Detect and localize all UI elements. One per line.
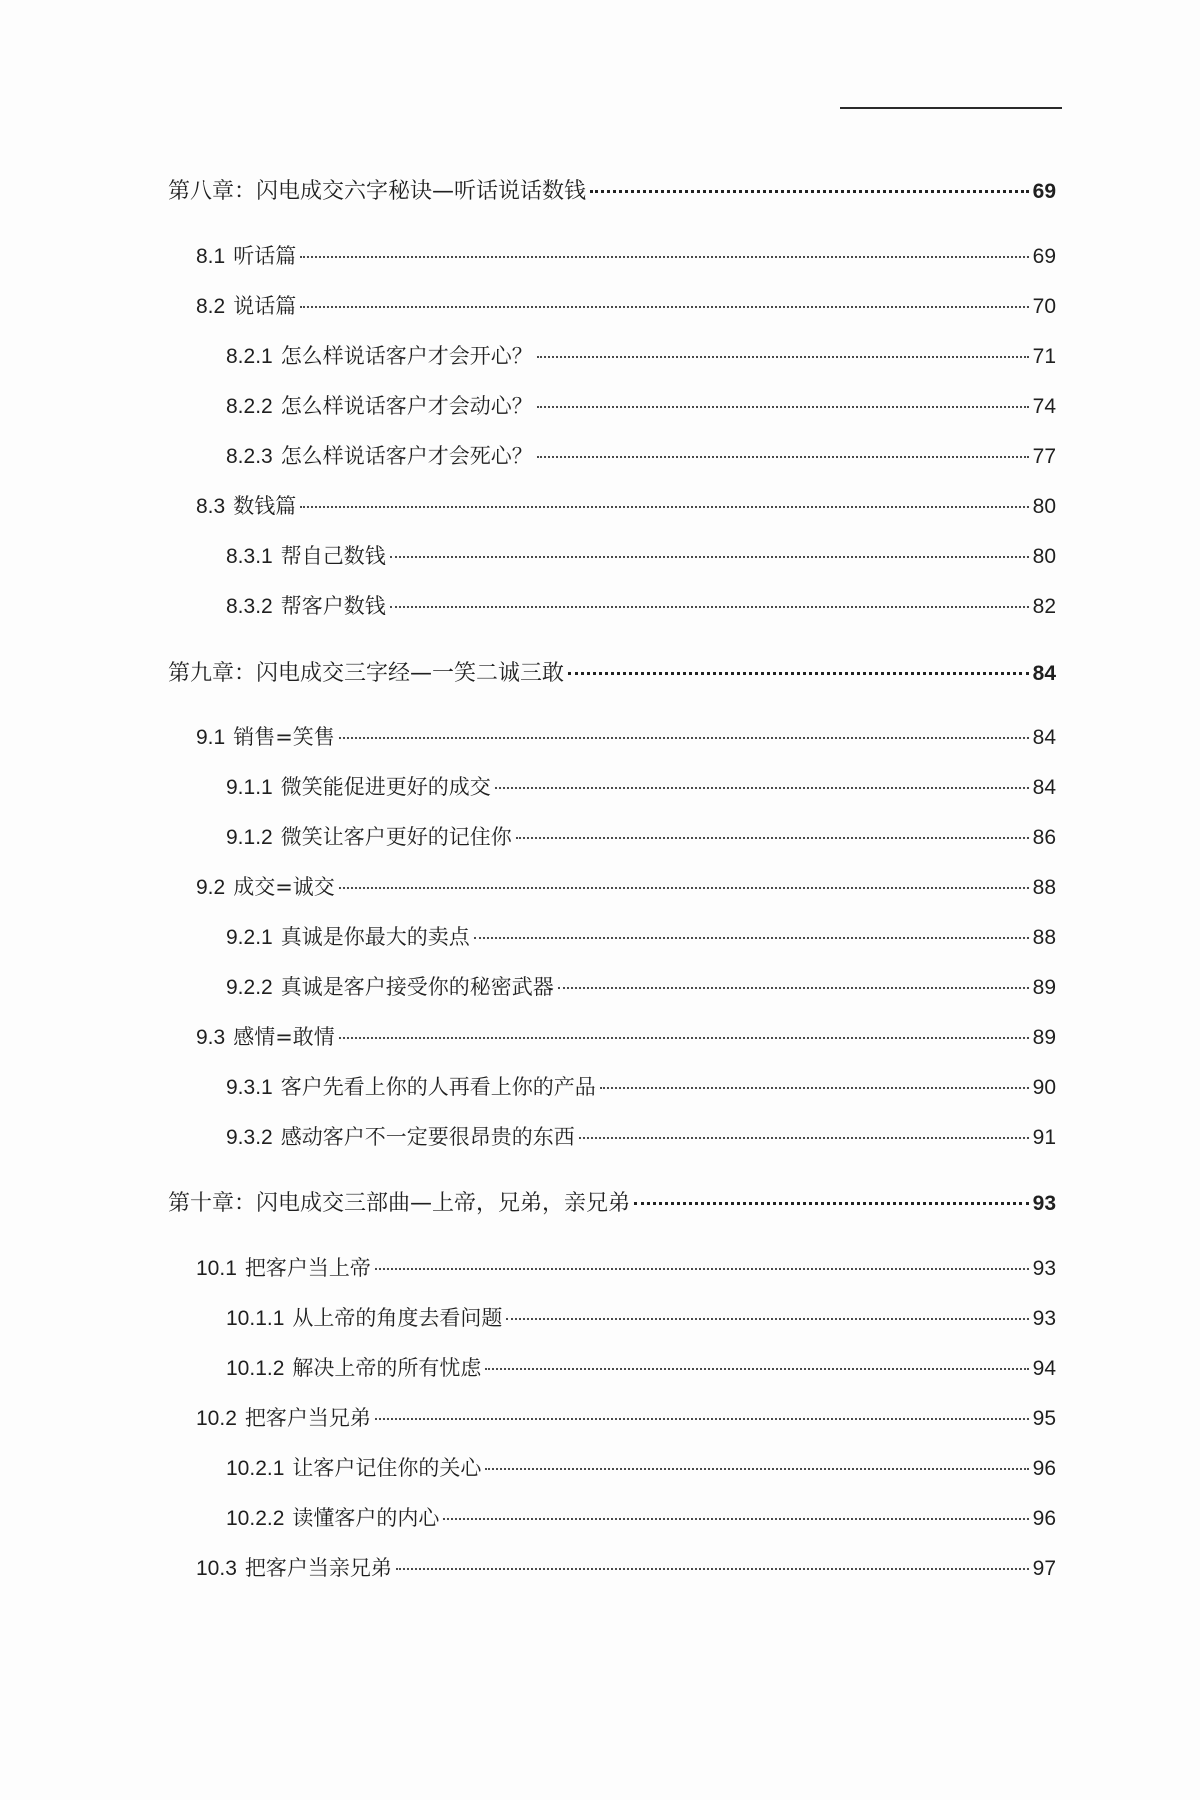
toc-section-9-3[interactable]: [196, 1021, 1056, 1055]
toc-entry-number: 9.1.1: [226, 776, 273, 799]
toc-subsection-10-2-2[interactable]: [226, 1502, 1056, 1536]
toc-entry-number: 9.2: [196, 876, 226, 899]
toc-entry-title: 从上帝的角度去看问题: [292, 1306, 503, 1330]
toc-page-number: 88: [1032, 926, 1056, 949]
toc-page-number: 93: [1032, 1307, 1056, 1330]
toc-entry-title: 第十章：闪电成交三部曲—上帝，兄弟，亲兄弟: [168, 1191, 631, 1216]
toc-entry-number: 8.2.1: [226, 345, 273, 368]
toc-entry-title: 怎么样说话客户才会开心？: [280, 344, 533, 368]
toc-entry-title: 怎么样说话客户才会死心？: [280, 444, 533, 468]
toc-section-8-1[interactable]: [196, 240, 1056, 274]
toc-entry-title: 数钱篇: [233, 494, 297, 518]
toc-dot-leader: [339, 737, 1029, 739]
toc-dot-leader: [396, 1568, 1029, 1570]
toc-subsection-8-3-1[interactable]: [226, 540, 1056, 574]
toc-chapter-10[interactable]: [168, 1186, 1056, 1220]
toc-entry-title: 成交=诚交: [233, 875, 335, 899]
toc-subsection-8-3-2[interactable]: [226, 590, 1056, 624]
toc-entry-title: 把客户当上帝: [244, 1256, 371, 1280]
toc-entry-number: 8.3.1: [226, 545, 273, 568]
toc-subsection-9-3-2[interactable]: [226, 1121, 1056, 1155]
toc-dot-leader: [300, 306, 1028, 308]
toc-entry-number: 8.2: [196, 295, 226, 318]
toc-dot-leader: [558, 987, 1029, 989]
toc-page-number: 82: [1032, 595, 1056, 618]
toc-entry-number: 10.1: [196, 1257, 237, 1280]
toc-entry-title: 第八章：闪电成交六字秘诀—听话说话数钱: [168, 179, 587, 204]
toc-subsection-9-2-2[interactable]: [226, 971, 1056, 1005]
toc-entry-number: 10.2.1: [226, 1457, 285, 1480]
toc-dot-leader: [390, 556, 1029, 558]
toc-entry-title: 微笑让客户更好的记住你: [280, 825, 512, 849]
toc-entry-title: 帮客户数钱: [280, 594, 386, 618]
toc-dot-leader: [443, 1518, 1028, 1520]
toc-page-number: 69: [1032, 245, 1056, 268]
toc-subsection-10-2-1[interactable]: [226, 1452, 1056, 1486]
toc-page-number: 88: [1032, 876, 1056, 899]
toc-entry-number: 10.2.2: [226, 1507, 285, 1530]
toc-entry-title: 把客户当兄弟: [244, 1406, 371, 1430]
toc-dot-leader: [300, 506, 1028, 508]
toc-entry-number: 9.2.2: [226, 976, 273, 999]
toc-dot-leader: [375, 1268, 1029, 1270]
toc-section-10-2[interactable]: [196, 1402, 1056, 1436]
toc-dot-leader: [485, 1468, 1028, 1470]
toc-entry-title: 微笑能促进更好的成交: [280, 775, 491, 799]
toc-entry-number: 10.2: [196, 1407, 237, 1430]
toc-entry-number: 9.2.1: [226, 926, 273, 949]
toc-entry-title: 帮自己数钱: [280, 544, 386, 568]
toc-section-8-2[interactable]: [196, 290, 1056, 324]
toc-page-number: 96: [1032, 1457, 1056, 1480]
toc-subsection-8-2-1[interactable]: [226, 340, 1056, 374]
toc-dot-leader: [516, 837, 1029, 839]
toc-dot-leader: [506, 1318, 1028, 1320]
toc-entry-title: 说话篇: [233, 294, 297, 318]
toc-entry-number: 9.3.2: [226, 1126, 273, 1149]
toc-subsection-9-1-2[interactable]: [226, 821, 1056, 855]
toc-entry-title: 感动客户不一定要很昂贵的东西: [280, 1125, 575, 1149]
toc-page-number: 90: [1032, 1076, 1056, 1099]
toc-chapter-8[interactable]: [168, 174, 1056, 208]
toc-dot-leader: [485, 1368, 1028, 1370]
toc-page-number: 71: [1032, 345, 1056, 368]
toc-dot-leader: [600, 1087, 1029, 1089]
toc-page-number: 84: [1032, 662, 1056, 685]
toc-page-number: 96: [1032, 1507, 1056, 1530]
toc-dot-leader: [474, 937, 1029, 939]
toc-entry-number: 8.2.2: [226, 395, 273, 418]
toc-subsection-8-2-3[interactable]: [226, 440, 1056, 474]
toc-entry-number: 9.1.2: [226, 826, 273, 849]
toc-entry-number: 8.1: [196, 245, 226, 268]
toc-page-number: 74: [1032, 395, 1056, 418]
toc-entry-title: 感情=敢情: [233, 1025, 335, 1049]
toc-dot-leader: [579, 1137, 1029, 1139]
toc-entry-title: 读懂客户的内心: [292, 1506, 440, 1530]
toc-dot-leader: [568, 672, 1029, 675]
toc-section-9-2[interactable]: [196, 871, 1056, 905]
toc-dot-leader: [590, 190, 1029, 193]
toc-subsection-8-2-2[interactable]: [226, 390, 1056, 424]
toc-entry-title: 让客户记住你的关心: [292, 1456, 482, 1480]
toc-entry-number: 10.3: [196, 1557, 237, 1580]
toc-page-number: 89: [1032, 1026, 1056, 1049]
toc-entry-number: 8.3: [196, 495, 226, 518]
toc-dot-leader: [339, 887, 1029, 889]
toc-entry-title: 把客户当亲兄弟: [244, 1556, 392, 1580]
toc-dot-leader: [537, 456, 1029, 458]
toc-page-number: 94: [1032, 1357, 1056, 1380]
toc-entry-title: 真诚是你最大的卖点: [280, 925, 470, 949]
toc-page-number: 84: [1032, 776, 1056, 799]
toc-page-number: 84: [1032, 726, 1056, 749]
toc-page-number: 70: [1032, 295, 1056, 318]
toc-entry-number: 9.3: [196, 1026, 226, 1049]
toc-dot-leader: [339, 1037, 1029, 1039]
toc-dot-leader: [495, 787, 1029, 789]
toc-page-number: 95: [1032, 1407, 1056, 1430]
toc-page-number: 77: [1032, 445, 1056, 468]
toc-entry-number: 8.3.2: [226, 595, 273, 618]
toc-entry-title: 听话篇: [233, 244, 297, 268]
toc-entry-title: 销售=笑售: [233, 725, 335, 749]
toc-section-9-1[interactable]: [196, 721, 1056, 755]
toc-subsection-9-3-1[interactable]: [226, 1071, 1056, 1105]
toc-entry-title: 怎么样说话客户才会动心？: [280, 394, 533, 418]
toc-dot-leader: [634, 1202, 1029, 1205]
toc-dot-leader: [537, 356, 1029, 358]
toc-page-number: 69: [1032, 180, 1056, 203]
toc-dot-leader: [300, 256, 1028, 258]
toc-page-number: 91: [1032, 1126, 1056, 1149]
toc-entry-number: 10.1.1: [226, 1307, 285, 1330]
toc-subsection-9-1-1[interactable]: [226, 771, 1056, 805]
toc-section-10-1[interactable]: [196, 1252, 1056, 1286]
toc-entry-number: 9.3.1: [226, 1076, 273, 1099]
toc-page-number: 80: [1032, 545, 1056, 568]
toc-dot-leader: [375, 1418, 1029, 1420]
toc-subsection-10-1-2[interactable]: [226, 1352, 1056, 1386]
toc-entry-title: 解决上帝的所有忧虑: [292, 1356, 482, 1380]
toc-entry-title: 真诚是客户接受你的秘密武器: [280, 975, 554, 999]
toc-page-number: 80: [1032, 495, 1056, 518]
toc-subsection-9-2-1[interactable]: [226, 921, 1056, 955]
toc-page-number: 93: [1032, 1192, 1056, 1215]
toc-dot-leader: [537, 406, 1029, 408]
toc-section-8-3[interactable]: [196, 490, 1056, 524]
toc-page-number: 97: [1032, 1557, 1056, 1580]
toc-page-number: 86: [1032, 826, 1056, 849]
toc-page-number: 89: [1032, 976, 1056, 999]
toc-section-10-3[interactable]: [196, 1552, 1056, 1586]
toc-entry-number: 10.1.2: [226, 1357, 285, 1380]
toc-entry-number: 8.2.3: [226, 445, 273, 468]
toc-entry-title: 客户先看上你的人再看上你的产品: [280, 1075, 596, 1099]
toc-chapter-9[interactable]: [168, 656, 1056, 690]
toc-page-number: 93: [1032, 1257, 1056, 1280]
toc-entry-number: 9.1: [196, 726, 226, 749]
toc-dot-leader: [390, 606, 1029, 608]
toc-subsection-10-1-1[interactable]: [226, 1302, 1056, 1336]
toc-entry-title: 第九章：闪电成交三字经—一笑二诚三敢: [168, 661, 565, 686]
